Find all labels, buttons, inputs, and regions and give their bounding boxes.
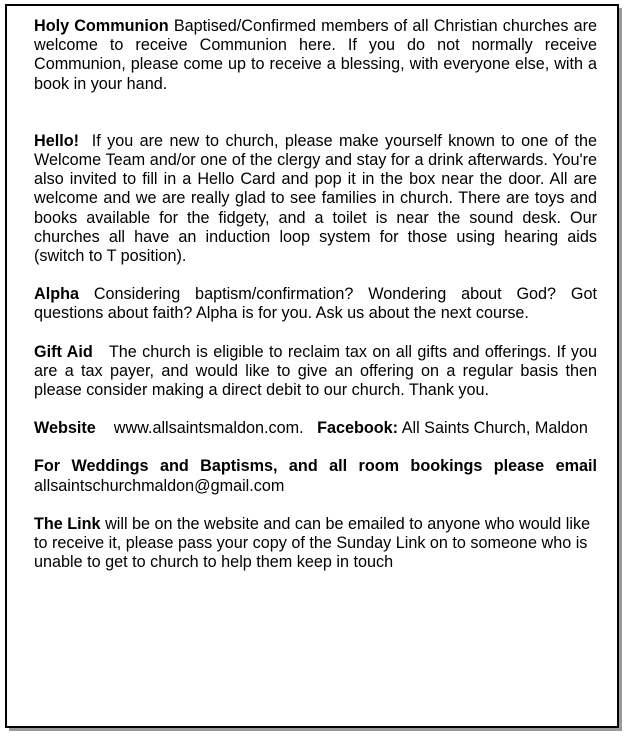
gift-aid-paragraph: [34, 343, 597, 401]
gift-aid-text: The church is eligible to reclaim tax on all gifts and offerings. If you are a tax payer, and would like to give an offering on a regular basis then please consider making a direct debit to our church. Thank you.: [34, 342, 597, 400]
facebook-label: Facebook:: [317, 419, 399, 438]
bookings-paragraph: [34, 457, 597, 495]
website-url[interactable]: www.allsaintsmaldon.com.: [113, 419, 304, 438]
facebook-value: All Saints Church, Maldon: [401, 419, 588, 438]
alpha-text: Considering baptism/confirmation? Wondering about God? Got questions about faith? Alpha is for you. Ask us about the next course.: [34, 285, 597, 323]
alpha-paragraph: [34, 285, 597, 323]
the-link-paragraph: [34, 515, 597, 573]
bookings-heading: For Weddings and Baptisms, and all room bookings please email: [34, 457, 597, 476]
the-link-heading: The Link: [34, 514, 101, 533]
website-paragraph: [34, 419, 597, 438]
holy-communion-heading: Holy Communion: [34, 17, 169, 35]
hello-paragraph: [34, 132, 597, 266]
box-shadow-bottom: [9, 728, 622, 731]
holy-communion-text: Baptised/Confirmed members of all Christian churches are welcome to receive Communion here. If you do not normally receive Communion, please come up to receive a blessing, with everyone else, with a book in your hand.: [34, 17, 597, 93]
notices-content: [34, 17, 597, 572]
spacer: [34, 438, 597, 457]
hello-heading: Hello!: [34, 131, 79, 150]
spacer: [34, 266, 597, 285]
gift-aid-heading: Gift Aid: [34, 342, 93, 361]
website-heading: Website: [34, 419, 96, 438]
the-link-text: will be on the website and can be emailed to anyone who would like to receive it, please pass your copy of the Sunday Link on to someone who is unable to get to church to help them keep in touch: [34, 514, 591, 572]
box-shadow-right: [619, 8, 622, 731]
bookings-email[interactable]: allsaintschurchmaldon@gmail.com: [34, 476, 285, 495]
spacer: [34, 496, 597, 515]
holy-communion-paragraph: [34, 17, 597, 94]
hello-text: If you are new to church, please make yourself known to one of the Welcome Team and/or one of the clergy and stay for a drink afterwards. You're also invited to fill in a Hello Card and pop it in the box near the door. All are welcome and we are really glad to see families in church. There are toys and books available for the fidgety, and a toilet is near the sound desk. Our churches all have an induction loop system for those using hearing aids (switch to T position).: [34, 131, 597, 266]
spacer: [34, 400, 597, 419]
alpha-heading: Alpha: [34, 285, 79, 304]
spacer: [34, 94, 597, 132]
spacer: [34, 324, 597, 343]
